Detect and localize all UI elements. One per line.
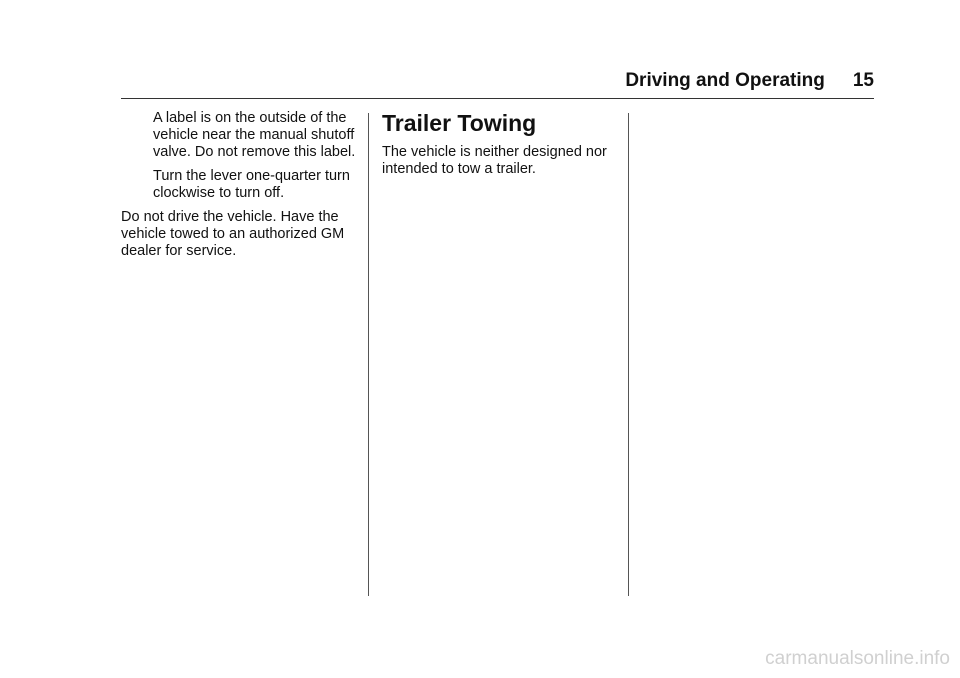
page-header <box>600 70 874 92</box>
column-divider <box>368 113 369 596</box>
column-left <box>121 110 361 260</box>
paragraph-do-not-drive <box>121 209 361 260</box>
page-number: 15 <box>852 70 874 91</box>
text-line: vehicle near the manual shutoff <box>153 127 355 143</box>
paragraph-trailer-towing <box>382 144 622 178</box>
text-line: intended to tow a trailer. <box>382 161 536 177</box>
watermark: carmanualsonline.info <box>765 648 950 669</box>
paragraph-label-note <box>153 110 361 161</box>
text-line: vehicle towed to an authorized GM <box>121 226 345 242</box>
header-rule <box>121 98 874 99</box>
section-title: Driving and Operating <box>625 70 825 91</box>
text-line: Do not drive the vehicle. Have the <box>121 209 339 225</box>
text-line: Turn the lever one-quarter turn <box>153 168 350 184</box>
text-line: A label is on the outside of the <box>153 110 347 126</box>
text-line: valve. Do not remove this label. <box>153 144 356 160</box>
column-middle <box>382 110 622 178</box>
paragraph-turn-lever <box>153 168 361 202</box>
column-divider <box>628 113 629 596</box>
text-line: clockwise to turn off. <box>153 185 285 201</box>
text-line: The vehicle is neither designed nor <box>382 144 607 160</box>
text-line: dealer for service. <box>121 243 237 259</box>
section-heading: Trailer Towing <box>382 110 537 136</box>
